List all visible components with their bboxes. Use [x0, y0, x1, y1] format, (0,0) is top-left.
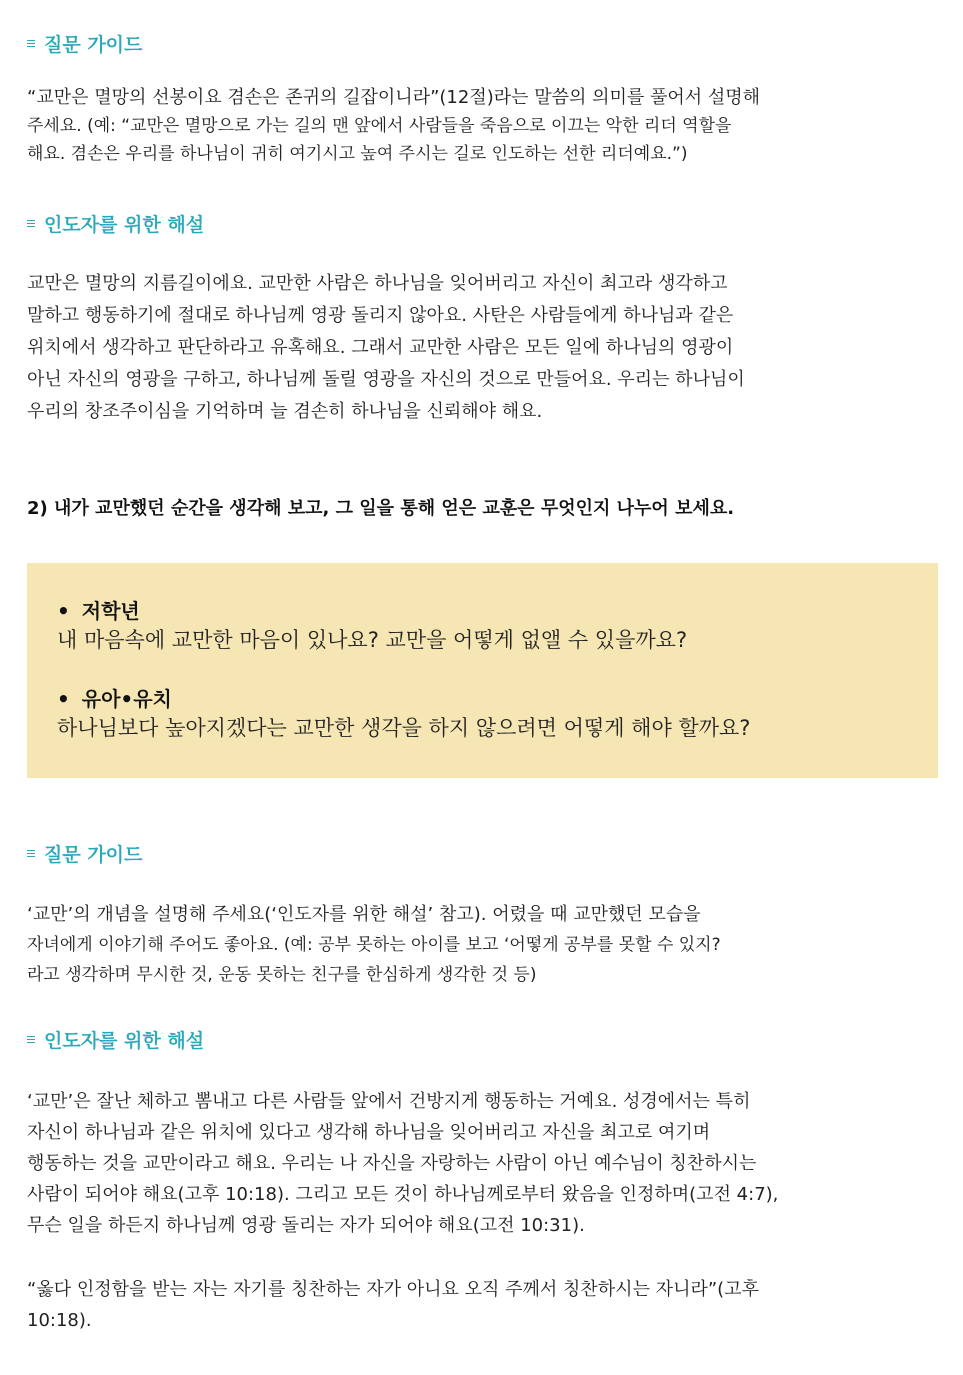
- age-group-item: [57, 597, 687, 655]
- guide-paragraph-2: [27, 900, 932, 990]
- text-line: 말하고 행동하기에 절대로 하나님께 영광 돌리지 않아요. 사탄은 사람들에게 하나님과 같은: [27, 305, 734, 326]
- text-line: ‘교만’은 잘난 체하고 뽐내고 다른 사람들 앞에서 건방지게 행동하는 거예요. 성경에서는 특히: [27, 1091, 751, 1112]
- age-group-title-label: 저학년: [81, 599, 140, 623]
- age-group-title: [57, 685, 750, 713]
- text-line: 행동하는 것을 교만이라고 해요. 우리는 나 자신을 자랑하는 사람이 아닌 예수님이 칭찬하시는: [27, 1153, 757, 1174]
- scripture-quote: [27, 1274, 932, 1336]
- guide-heading-2-label: 질문 가이드: [44, 844, 143, 866]
- text-line: 사람이 되어야 해요(고후 10:18). 그리고 모든 것이 하나님께로부터 왔음을 인정하며(고전 4:7),: [27, 1184, 779, 1205]
- leader-heading-1: [27, 210, 204, 237]
- leader-heading-2: [27, 1026, 204, 1053]
- text-line: 위치에서 생각하고 판단하라고 유혹해요. 그래서 교만한 사람은 모든 일에 하나님의 영광이: [27, 337, 734, 358]
- heading-marker-icon: [27, 1036, 35, 1043]
- bullet-icon: •: [57, 599, 70, 623]
- age-group-question: 내 마음속에 교만한 마음이 있나요? 교만을 어떻게 없앨 수 있을까요?: [57, 628, 688, 652]
- guide-paragraph-1: [27, 84, 932, 168]
- age-group-box: [27, 563, 938, 778]
- leader-heading-1-label: 인도자를 위한 해설: [44, 214, 205, 236]
- age-group-title: [57, 597, 687, 625]
- text-line: 아닌 자신의 영광을 구하고, 하나님께 돌릴 영광을 자신의 것으로 만들어요. 우리는 하나님이: [27, 369, 745, 390]
- text-line: 라고 생각하며 무시한 것, 운동 못하는 친구를 한심하게 생각한 것 등): [27, 965, 537, 985]
- text-line: ‘교만’의 개념을 설명해 주세요(‘인도자를 위한 해설’ 참고). 어렸을 때 교만했던 모습을: [27, 904, 701, 925]
- text-line: 우리의 창조주이심을 기억하며 늘 겸손히 하나님을 신뢰해야 해요.: [27, 401, 543, 422]
- age-group-title-label: 유아•유치: [81, 687, 172, 711]
- text-line: 무슨 일을 하든지 하나님께 영광 돌리는 자가 되어야 해요(고전 10:31).: [27, 1215, 585, 1236]
- text-line: 자신이 하나님과 같은 위치에 있다고 생각해 하나님을 잊어버리고 자신을 최고로 여기며: [27, 1122, 711, 1143]
- age-group-item: [57, 685, 750, 743]
- text-line: 교만은 멸망의 지름길이에요. 교만한 사람은 하나님을 잊어버리고 자신이 최고라 생각하고: [27, 273, 728, 294]
- heading-marker-icon: [27, 850, 35, 857]
- text-line: 자녀에게 이야기해 주어도 좋아요. (예: 공부 못하는 아이를 보고 ‘어떻게 공부를 못할 수 있지?: [27, 935, 721, 955]
- leader-heading-2-label: 인도자를 위한 해설: [44, 1030, 205, 1052]
- leader-paragraph-1: [27, 268, 932, 428]
- text-line: 해요. 겸손은 우리를 하나님이 귀히 여기시고 높여 주시는 길로 인도하는 선한 리더예요.”): [27, 144, 688, 164]
- text-line: “옳다 인정함을 받는 자는 자기를 칭찬하는 자가 아니요 오직 주께서 칭찬하시는 자니라”(고후: [27, 1279, 759, 1300]
- heading-marker-icon: [27, 220, 35, 227]
- bullet-icon: •: [57, 687, 70, 711]
- age-group-question: 하나님보다 높아지겠다는 교만한 생각을 하지 않으려면 어떻게 해야 할까요?: [57, 716, 751, 740]
- text-line: “교만은 멸망의 선봉이요 겸손은 존귀의 길잡이니라”(12절)라는 말씀의 의미를 풀어서 설명해: [27, 87, 761, 108]
- guide-heading-2: [27, 840, 142, 867]
- guide-heading-1-label: 질문 가이드: [44, 34, 143, 56]
- guide-heading-1: [27, 30, 142, 57]
- text-line: 10:18).: [27, 1310, 92, 1331]
- text-line: 주세요. (예: “교만은 멸망으로 가는 길의 맨 앞에서 사람들을 죽음으로 이끄는 악한 리더 역할을: [27, 116, 732, 136]
- question-2: 2) 내가 교만했던 순간을 생각해 보고, 그 일을 통해 얻은 교훈은 무엇인지 나누어 보세요.: [27, 498, 735, 519]
- leader-paragraph-2: [27, 1086, 932, 1241]
- heading-marker-icon: [27, 40, 35, 47]
